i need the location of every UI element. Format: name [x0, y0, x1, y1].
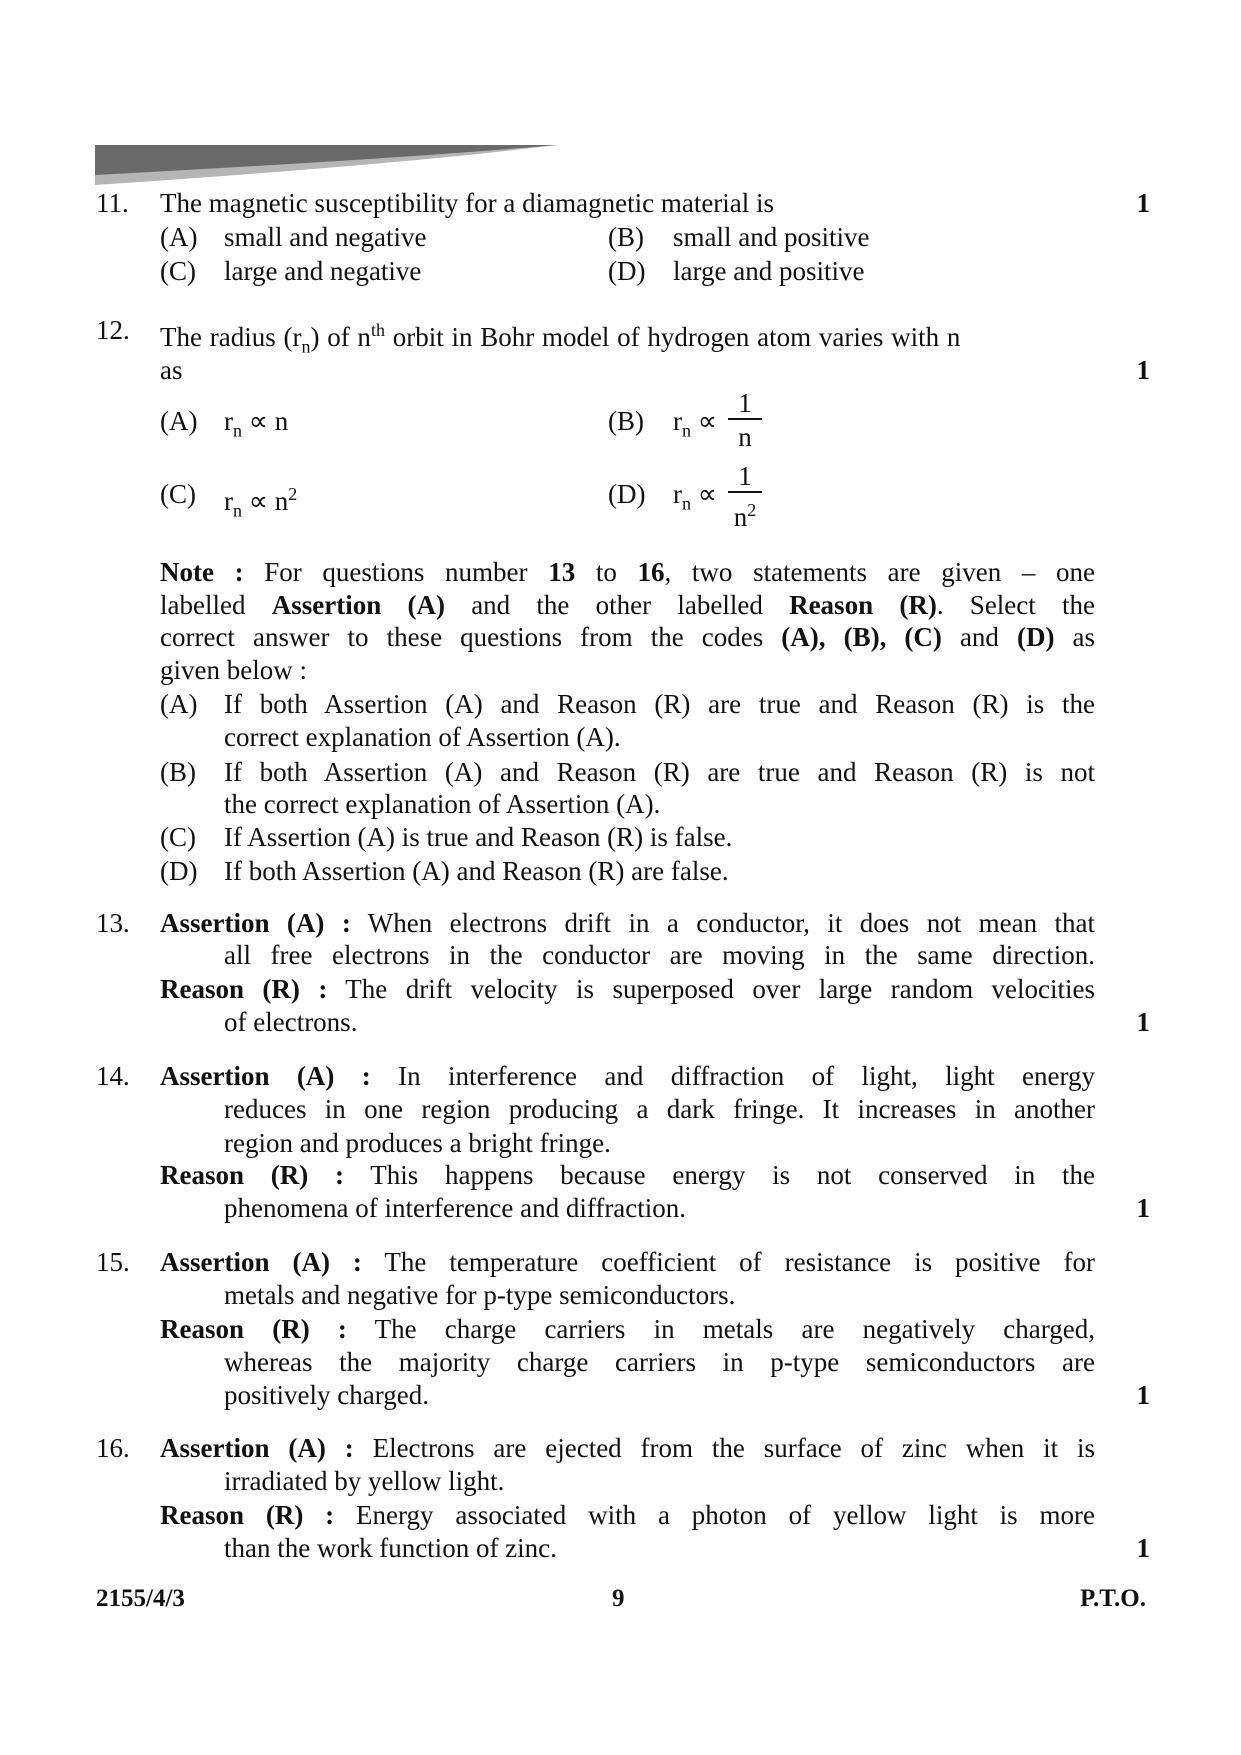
- text: Energy associated with a photon of yellow light is more: [356, 1500, 1095, 1530]
- r: r: [224, 486, 233, 516]
- note-line: given below :: [160, 655, 307, 685]
- option-b: small and positive: [673, 222, 870, 252]
- assertion-line: reduces in one region producing a dark fringe. It increases in another: [224, 1094, 1095, 1124]
- subscript: n: [233, 500, 242, 521]
- option-c: [224, 477, 298, 521]
- text: Assertion (A): [271, 590, 445, 620]
- code-text: the correct explanation of Assertion (A).: [224, 789, 661, 819]
- assertion-line: [160, 1431, 1095, 1465]
- code-text: If both Assertion (A) and Reason (R) are false.: [224, 856, 729, 886]
- question-number: 12.: [96, 315, 130, 345]
- question-text: The magnetic susceptibility for a diamagnetic material is: [160, 188, 775, 218]
- proportional-symbol: ∝: [248, 486, 269, 516]
- fraction: [728, 461, 762, 532]
- marks: 1: [1136, 1007, 1150, 1037]
- option-label: (C): [160, 256, 196, 286]
- note-line: [160, 620, 1095, 654]
- denominator: n: [738, 422, 752, 452]
- page-number: 9: [612, 1585, 625, 1612]
- code-label: (D): [160, 856, 198, 886]
- text: This happens because energy is not conserved in the: [370, 1160, 1096, 1190]
- assertion-label: Assertion (A) :: [160, 1061, 371, 1091]
- code-label: (B): [160, 757, 196, 787]
- reason-label: Reason (R) :: [160, 974, 328, 1004]
- text: 13: [548, 557, 576, 587]
- note-line: [160, 588, 1095, 622]
- option-label: (B): [608, 222, 644, 252]
- assertion-line: [160, 1245, 1095, 1279]
- option-a: [224, 404, 289, 441]
- question-number: 15.: [96, 1247, 130, 1277]
- code-text: If both Assertion (A) and Reason (R) are true and Reason (R) is the: [224, 689, 1095, 719]
- assertion-line: irradiated by yellow light.: [224, 1466, 505, 1496]
- proportional-symbol: ∝: [248, 406, 269, 436]
- reason-line: than the work function of zinc.: [224, 1533, 557, 1563]
- text: orbit in Bohr model of hydrogen atom varies with n: [384, 322, 961, 352]
- assertion-line: metals and negative for p-type semiconductors.: [224, 1280, 736, 1310]
- note-line: [160, 555, 1095, 589]
- text: ) of n: [310, 322, 371, 352]
- text: and: [959, 622, 999, 652]
- reason-line: [160, 1158, 1095, 1192]
- text: to: [595, 557, 617, 587]
- subscript: n: [233, 420, 242, 441]
- option-label: (D): [608, 479, 646, 509]
- reason-line: of electrons.: [224, 1007, 358, 1037]
- denominator: [728, 493, 762, 532]
- assertion-label: Assertion (A) :: [160, 1433, 354, 1463]
- marks: 1: [1136, 1193, 1150, 1223]
- assertion-label: Assertion (A) :: [160, 908, 351, 938]
- text: as: [1072, 622, 1096, 652]
- text: The drift velocity is superposed over large random velocities: [345, 974, 1096, 1004]
- option-c: large and negative: [224, 256, 422, 286]
- rhs: n: [274, 406, 289, 436]
- option-label: (A): [160, 222, 198, 252]
- reason-line: positively charged.: [224, 1380, 429, 1410]
- option-a: small and negative: [224, 222, 427, 252]
- assertion-line: region and produces a bright fringe.: [224, 1128, 611, 1158]
- subscript: n: [682, 420, 691, 441]
- rhs: n: [274, 486, 289, 516]
- text: (A), (B), (C): [781, 622, 942, 652]
- reason-line: [160, 1498, 1095, 1532]
- text: The radius (r: [160, 322, 302, 352]
- question-number: 13.: [96, 908, 130, 938]
- reason-label: Reason (R) :: [160, 1160, 344, 1190]
- code-label: (C): [160, 822, 196, 852]
- text: Reason (R): [789, 590, 937, 620]
- reason-line: whereas the majority charge carriers in p-type semiconductors are: [224, 1347, 1095, 1377]
- superscript: th: [370, 320, 385, 340]
- r: r: [224, 406, 233, 436]
- marks: 1: [1136, 1533, 1150, 1563]
- superscript: 2: [288, 484, 298, 504]
- r: r: [673, 406, 682, 436]
- den-n: n: [733, 502, 748, 532]
- option-d: [673, 477, 718, 514]
- text: and the other labelled: [471, 590, 763, 620]
- numerator: 1: [728, 461, 762, 493]
- assertion-line: all free electrons in the conductor are moving in the same direction.: [224, 940, 1095, 970]
- option-label: (A): [160, 406, 198, 436]
- paper-code: 2155/4/3: [96, 1585, 185, 1612]
- code-text: If both Assertion (A) and Reason (R) are true and Reason (R) is not: [224, 757, 1095, 787]
- code-text: If Assertion (A) is true and Reason (R) is false.: [224, 822, 733, 852]
- text: correct answer to these questions from the codes: [160, 622, 764, 652]
- code-label: (A): [160, 689, 198, 719]
- superscript: 2: [747, 500, 757, 520]
- question-number: 14.: [96, 1061, 130, 1091]
- text: In interference and diffraction of light, light energy: [398, 1061, 1096, 1091]
- marks: 1: [1136, 1380, 1150, 1410]
- assertion-line: [160, 1059, 1095, 1093]
- r: r: [673, 479, 682, 509]
- subscript: n: [301, 336, 311, 357]
- text: labelled: [160, 590, 246, 620]
- text: (D): [1016, 622, 1055, 652]
- option-label: (C): [160, 479, 196, 509]
- text: Electrons are ejected from the surface of zinc when it is: [372, 1433, 1095, 1463]
- assertion-label: Assertion (A) :: [160, 1247, 362, 1277]
- question-text-cont: as: [160, 355, 183, 385]
- reason-label: Reason (R) :: [160, 1314, 347, 1344]
- proportional-symbol: ∝: [697, 406, 718, 436]
- text: The temperature coefficient of resistance is positive for: [384, 1247, 1096, 1277]
- marks: 1: [1136, 188, 1150, 218]
- fraction: [728, 388, 762, 452]
- code-text: correct explanation of Assertion (A).: [224, 722, 621, 752]
- reason-label: Reason (R) :: [160, 1500, 335, 1530]
- option-b: [673, 404, 718, 441]
- option-label: (B): [608, 406, 644, 436]
- text: , two statements are given – one: [664, 557, 1096, 587]
- marks: 1: [1136, 355, 1150, 385]
- option-d: large and positive: [673, 256, 865, 286]
- question-number: 11.: [96, 188, 129, 218]
- header-decorative-bar: [95, 145, 557, 185]
- text: For questions number: [264, 557, 528, 587]
- text: . Select the: [936, 590, 1096, 620]
- option-label: (D): [608, 256, 646, 286]
- numerator: 1: [728, 388, 762, 420]
- reason-line: [160, 972, 1095, 1006]
- assertion-line: [160, 906, 1095, 940]
- pto-label: P.T.O.: [1080, 1585, 1146, 1612]
- text: When electrons drift in a conductor, it does not mean that: [367, 908, 1096, 938]
- note-label: Note :: [160, 557, 244, 587]
- question-number: 16.: [96, 1433, 130, 1463]
- text: 16: [637, 557, 665, 587]
- question-text: [160, 313, 961, 357]
- subscript: n: [682, 493, 691, 514]
- text: The charge carriers in metals are negatively charged,: [374, 1314, 1095, 1344]
- proportional-symbol: ∝: [697, 479, 718, 509]
- reason-line: [160, 1312, 1095, 1346]
- reason-line: phenomena of interference and diffraction.: [224, 1193, 687, 1223]
